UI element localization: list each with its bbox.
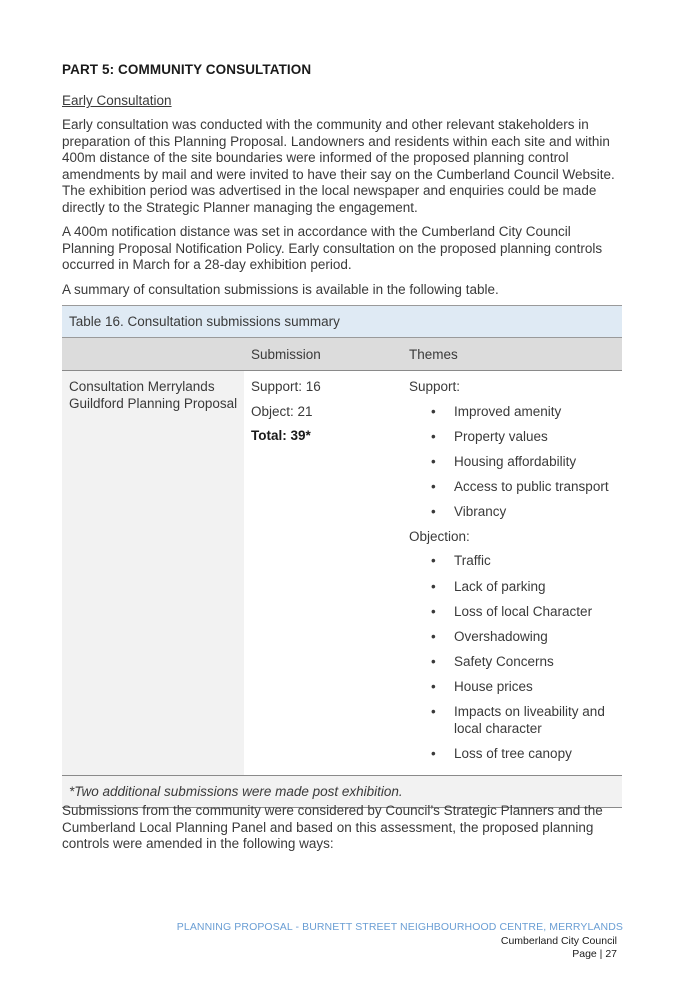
bullet-icon: • (431, 578, 436, 594)
table-row (62, 371, 622, 776)
list-item: • Traffic (431, 553, 491, 569)
list-item: • Loss of tree canopy (431, 745, 572, 761)
bullet-icon: • (431, 553, 436, 569)
list-item: • Impacts on liveability and local character (431, 704, 605, 736)
subsection-title: Early Consultation (62, 93, 172, 108)
section-title: PART 5: COMMUNITY CONSULTATION (62, 62, 312, 77)
list-item: • Housing affordability (431, 453, 577, 469)
bullet-icon: • (431, 628, 436, 644)
bullet-icon: • (431, 678, 436, 694)
footer-organisation: Cumberland City Council (500, 935, 617, 947)
bullet-icon: • (431, 503, 436, 519)
header-themes: Themes (402, 338, 622, 371)
list-item: • Loss of local Character (431, 603, 593, 619)
row-label: Consultation Merrylands Guildford Planning Proposal (62, 371, 244, 776)
list-item: • Access to public transport (431, 478, 609, 494)
table-caption-row (62, 306, 622, 338)
list-item: • Property values (431, 428, 548, 444)
total-count: Total: 39* (251, 428, 311, 443)
header-blank (62, 338, 244, 371)
header-submission: Submission (244, 338, 402, 371)
bullet-icon: • (431, 704, 436, 720)
bullet-icon: • (431, 428, 436, 444)
support-count: Support: 16 (251, 379, 321, 394)
bullet-icon: • (431, 403, 436, 419)
list-item: • Safety Concerns (431, 653, 554, 669)
object-count: Object: 21 (251, 403, 313, 419)
table-caption: Table 16. Consultation submissions summary (62, 306, 622, 338)
bullet-icon: • (431, 745, 436, 761)
paragraph-notification-distance: A 400m notification distance was set in accordance with the Cumberland City Council Planning Proposal Notification Policy. Early consultation on the proposed planning controls occurred in March for a 28-day exhibition period. (62, 224, 603, 273)
submission-cell (244, 371, 402, 776)
bullet-icon: • (431, 653, 436, 669)
table-footnote: *Two additional submissions were made post exhibition. (62, 775, 622, 807)
bullet-icon: • (431, 478, 436, 494)
list-item: • Lack of parking (431, 578, 546, 594)
footer-document-title: PLANNING PROPOSAL - BURNETT STREET NEIGHBOURHOOD CENTRE, MERRYLANDS (176, 921, 623, 933)
bullet-icon: • (431, 603, 436, 619)
themes-cell (402, 371, 622, 776)
objection-list (409, 553, 621, 762)
list-item: • House prices (431, 678, 533, 694)
paragraph-closing: Submissions from the community were considered by Council’s Strategic Planners and the Cumberland Local Planning Panel and based on this assessment, the proposed planning controls were amended in the following ways: (62, 803, 603, 852)
list-item: • Improved amenity (431, 403, 562, 419)
list-item: • Overshadowing (431, 628, 548, 644)
support-list (409, 404, 621, 521)
list-item: • Vibrancy (431, 503, 507, 519)
objection-label: Objection: (409, 528, 470, 544)
support-label: Support: (409, 379, 461, 394)
footer-page-number: Page | 27 (572, 948, 617, 960)
paragraph-early-consultation: Early consultation was conducted with the community and other relevant stakeholders in preparation of this Planning Proposal. Landowners and residents within each site and within 400m distance of the site boundaries were informed of the proposed planning control amendments by mail and were invited to have their say on the Cumberland Council Website. The exhibition period was advertised in the local newspaper and enquiries could be made directly to the Strategic Planner managing the engagement. (62, 117, 615, 215)
paragraph-table-intro: A summary of consultation submissions is available in the following table. (62, 282, 499, 297)
table-header-row (62, 338, 622, 371)
bullet-icon: • (431, 453, 436, 469)
consultation-table (62, 305, 622, 808)
